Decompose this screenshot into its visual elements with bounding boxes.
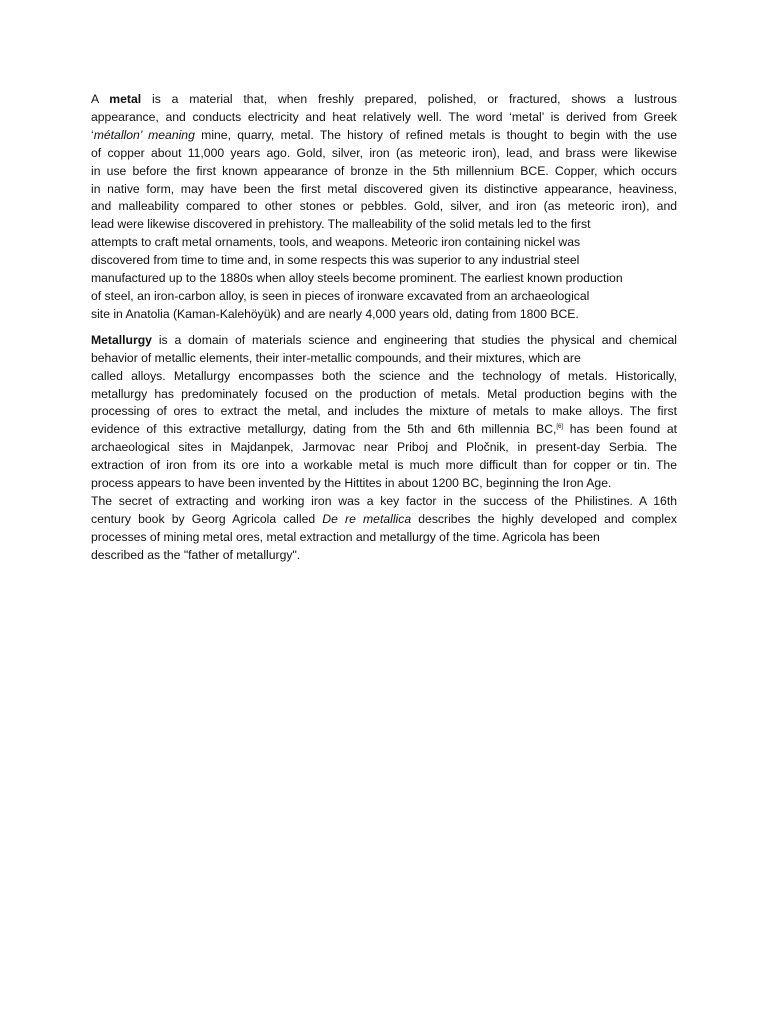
text-line: lead were likewise discovered in prehistory. The malleability of the solid metals led to the first: [91, 217, 591, 232]
text-line: Metallurgy is a domain of materials science and engineering that studies the physical and chemical: [91, 332, 677, 347]
text-line: in use before the first known appearance of bronze in the 5th millennium BCE. Copper, which occurs: [91, 163, 677, 178]
text-line: extraction of iron from its ore into a workable metal is much more difficult than for copper or tin. The: [91, 458, 677, 473]
text-line: called alloys. Metallurgy encompasses both the science and the technology of metals. Historically,: [91, 368, 677, 383]
paragraph-metal: [91, 91, 677, 324]
text-line: behavior of metallic elements, their inter-metallic compounds, and their mixtures, which are: [91, 350, 581, 365]
term-metallon: métallon’ meaning: [93, 127, 195, 142]
text-line: evidence of this extractive metallurgy, dating from the 5th and 6th millennia BC,[6] has been found at: [91, 422, 677, 437]
text-line: in native form, may have been the first metal discovered given its distinctive appearance, heaviness,: [91, 181, 677, 196]
term-metal: metal: [109, 92, 142, 106]
term-metallurgy: Metallurgy: [91, 332, 152, 347]
text-line: of steel, an iron-carbon alloy, is seen in pieces of ironware excavated from an archaeological: [91, 288, 590, 303]
text-line: manufactured up to the 1880s when alloy steels become prominent. The earliest known production: [91, 271, 623, 286]
text-line: process appears to have been invented by the Hittites in about 1200 BC, beginning the Iron Age.: [91, 476, 612, 491]
text-line: discovered from time to time and, in some respects this was superior to any industrial steel: [91, 253, 580, 268]
text-line: processes of mining metal ores, metal extraction and metallurgy of the time. Agricola has been: [91, 529, 600, 544]
text-line: of copper about 11,000 years ago. Gold, silver, iron (as meteoric iron), lead, and brass were likewise: [91, 145, 677, 160]
text-line: site in Anatolia (Kaman-Kalehöyük) and are nearly 4,000 years old, dating from 1800 BCE.: [91, 306, 579, 321]
document-body: [91, 91, 677, 565]
text-line: attempts to craft metal ornaments, tools, and weapons. Meteoric iron containing nickel was: [91, 235, 581, 250]
text-line: metallurgy has predominately focused on the production of metals. Metal production begins with the: [91, 386, 677, 401]
text-line: The secret of extracting and working iron was a key factor in the success of the Philistines. A 16th: [91, 493, 677, 508]
text-line: ‘métallon’ meaning mine, quarry, metal. The history of refined metals is thought to begin with the use: [91, 127, 677, 142]
text-line: archaeological sites in Majdanpek, Jarmovac near Priboj and Pločnik, in present-day Serbia. The: [91, 440, 677, 455]
text-line: century book by Georg Agricola called De re metallica describes the highly developed and complex: [91, 511, 677, 526]
text-line: and malleability compared to other stones or pebbles. Gold, silver, and iron (as meteoric iron), and: [91, 199, 677, 214]
text-line: appearance, and conducts electricity and heat relatively well. The word ‘metal’ is derived from Greek: [91, 109, 677, 124]
text-line: processing of ores to extract the metal, and includes the mixture of metals to make alloys. The first: [91, 404, 677, 419]
citation-ref[interactable]: [6]: [556, 424, 564, 431]
paragraph-metallurgy: [91, 332, 677, 565]
text-line: A metal is a material that, when freshly prepared, polished, or fractured, shows a lustrous: [91, 92, 677, 106]
book-title: De re metallica: [322, 511, 412, 526]
text-line: described as the "father of metallurgy".: [91, 547, 301, 562]
